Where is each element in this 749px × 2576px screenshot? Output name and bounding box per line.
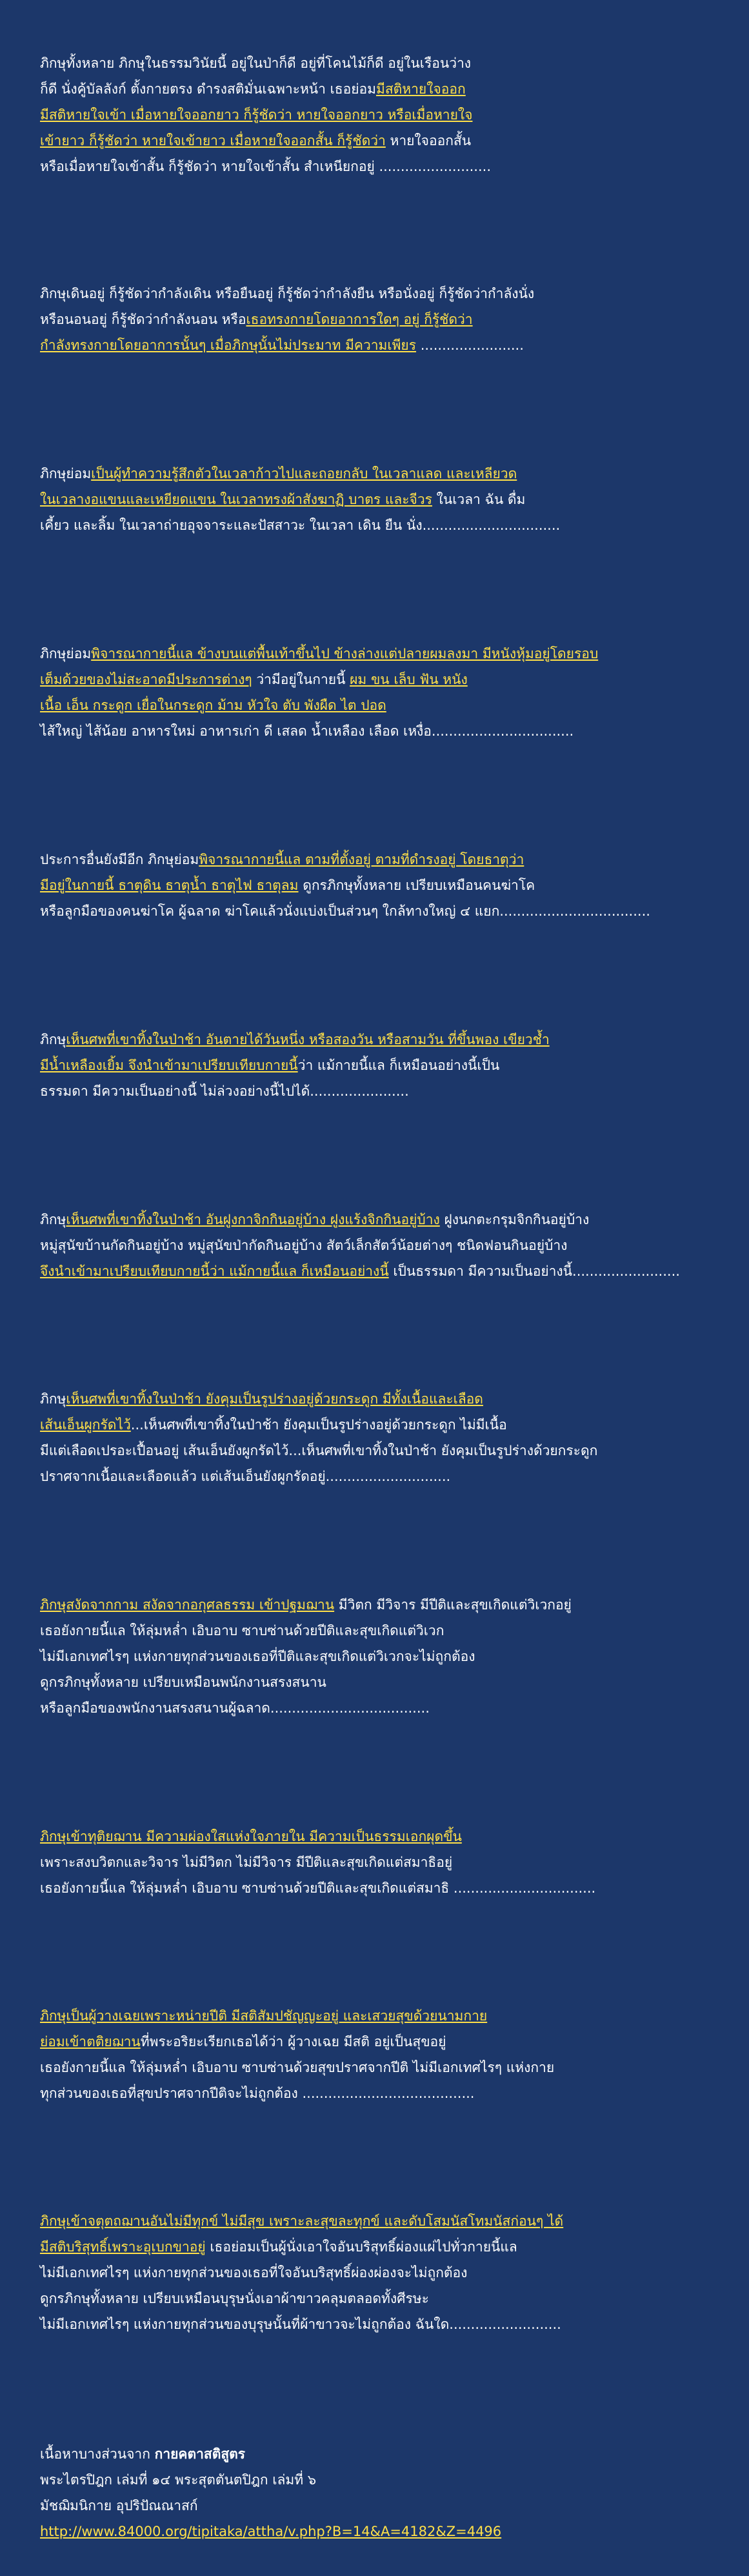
paragraph-line <box>40 2208 749 2234</box>
body-text: ดูกรภิกษุทั้งหลาย เปรียบเหมือนคนฆ่าโค <box>298 878 535 893</box>
body-text: ภิกษุเดินอยู่ ก็รู้ชัดว่ากำลังเดิน หรือยืนอยู่ ก็รู้ชัดว่ากำลังยืน หรือนั่งอยู่ ก็รู้ชัดว่ากำลังนั่ง <box>40 286 535 301</box>
paragraph-line <box>40 1618 749 1644</box>
highlighted-text: มีสติบริสุทธิ์เพราะอุเบกขาอยู่ <box>40 2239 206 2255</box>
body-text: หรือเมื่อหายใจเข้าสั้น ก็รู้ชัดว่า หายใจเข้าสั้น สำเหนียกอยู่ .......................... <box>40 159 492 174</box>
paragraph-line <box>40 1644 749 1669</box>
body-text: ดูกรภิกษุทั้งหลาย เปรียบเหมือนบุรุษนั่งเอาผ้าขาวคลุมตลอดทั้งศีรษะ <box>40 2291 429 2306</box>
paragraph-line <box>40 2311 749 2337</box>
source-line-2: พระไตรปิฎก เล่มที่ ๑๔ พระสุตตันตปิฎก เล่มที่ ๖ <box>40 2472 317 2488</box>
paragraph-line <box>40 307 749 332</box>
paragraph-line <box>40 128 749 154</box>
highlighted-text: เห็นศพที่เขาทิ้งในป่าช้า ยังคุมเป็นรูปร่างอยู่ด้วยกระดูก มีทั้งเนื้อและเลือด <box>66 1391 483 1407</box>
paragraph-line <box>40 2286 749 2311</box>
body-text: ภิกษุทั้งหลาย ภิกษุในธรรมวินัยนี้ อยู่ในป่าก็ดี อยู่ที่โคนไม้ก็ดี อยู่ในเรือนว่าง <box>40 55 472 71</box>
paragraph-line <box>40 281 749 307</box>
paragraph-line <box>40 692 749 718</box>
highlighted-text: จึงนำเข้ามาเปรียบเทียบกายนี้ว่า แม้กายนี้แล ก็เหมือนอย่างนี้ <box>40 1263 389 1279</box>
paragraph-line <box>40 1849 749 1875</box>
source-prefix: เนื้อหาบางส่วนจาก <box>40 2446 155 2462</box>
body-text: ว่ามีอยู่ในกายนี้ <box>252 672 350 687</box>
paragraph-line <box>40 847 749 872</box>
paragraph-line <box>40 461 749 487</box>
paragraph-line <box>40 2080 749 2106</box>
body-text: ฝูงนกตะกรุมจิกกินอยู่บ้าง <box>439 1212 590 1227</box>
source-line-1 <box>40 2441 749 2467</box>
body-text: เธอยังกายนี้แล ให้ลุ่มหล่ำ เอิบอาบ ซาบซ่านด้วยสุขปราศจากปีติ ไม่มีเอกเทศไรๆ แห่งกาย <box>40 2060 555 2075</box>
highlighted-text: ภิกษุเป็นผู้วางเฉยเพราะหน่ายปีติ มีสติสัมปชัญญะอยู่ และเสวยสุขด้วยนามกาย <box>40 2008 488 2024</box>
paragraph <box>40 2003 749 2106</box>
paragraph-line <box>40 332 749 358</box>
body-text: เธอยังกายนี้แล ให้ลุ่มหล่ำ เอิบอาบ ซาบซ่านด้วยปีติและสุขเกิดแต่วิเวก <box>40 1623 444 1638</box>
paragraph-line <box>40 1438 749 1464</box>
body-text: ดูกรภิกษุทั้งหลาย เปรียบเหมือนพนักงานสรงสนาน <box>40 1675 326 1690</box>
highlighted-text: เห็นศพที่เขาทิ้งในป่าช้า อันฝูงกาจิกกินอยู่บ้าง ฝูงแร้งจิกกินอยู่บ้าง <box>66 1212 440 1227</box>
paragraph <box>40 1592 749 1721</box>
highlighted-text: มีสติหายใจออก <box>376 81 466 97</box>
body-text: ในเวลา ฉัน ดื่ม <box>432 492 526 507</box>
highlighted-text: ภิกษุเข้าจตุตถฌานอันไม่มีทุกข์ ไม่มีสุข เพราะละสุขละทุกข์ และดับโสมนัสโทมนัสก่อนๆ ได้ <box>40 2213 564 2229</box>
paragraph-line <box>40 50 749 76</box>
paragraph-line <box>40 154 749 179</box>
highlighted-text: เธอทรงกายโดยอาการใดๆ อยู่ ก็รู้ชัดว่า <box>246 312 473 327</box>
body-text: ปราศจากเนื้อและเลือดแล้ว แต่เส้นเอ็นยังผูกรัดอยู่............................. <box>40 1469 451 1484</box>
highlighted-text: เห็นศพที่เขาทิ้งในป่าช้า อันตายได้วันหนึ่ง หรือสองวัน หรือสามวัน ที่ขึ้นพอง เขียวช้ำ <box>66 1032 550 1047</box>
highlighted-text: มีอยู่ในกายนี้ ธาตุดิน ธาตุน้ำ ธาตุไฟ ธาตุลม <box>40 878 299 893</box>
paragraph <box>40 1824 749 1901</box>
body-text: หมู่สุนัขบ้านกัดกินอยู่บ้าง หมู่สุนัขป่ากัดกินอยู่บ้าง สัตว์เล็กสัตว์น้อยต่างๆ ชนิดฟอนกินอยู่บ้าง <box>40 1238 568 1253</box>
paragraph-line <box>40 1386 749 1412</box>
paragraph-line <box>40 2234 749 2260</box>
highlighted-text: พิจารณากายนี้แล ตามที่ตั้งอยู่ ตามที่ดำรงอยู่ โดยธาตุว่า <box>199 852 524 867</box>
body-text: ทุกส่วนของเธอที่สุขปราศจากปีติจะไม่ถูกต้อง ........................................ <box>40 2086 475 2101</box>
paragraph-line <box>40 641 749 667</box>
paragraph-line <box>40 1233 749 1258</box>
body-text: ธรรมดา มีความเป็นอย่างนี้ ไม่ล่วงอย่างนี้ไปได้....................... <box>40 1083 409 1099</box>
paragraph-line <box>40 1464 749 1489</box>
paragraph-line <box>40 2055 749 2080</box>
paragraph-line <box>40 1824 749 1849</box>
paragraph <box>40 281 749 358</box>
paragraph <box>40 461 749 538</box>
body-text: เพราะสงบวิตกและวิจาร ไม่มีวิตก ไม่มีวิจาร มีปีติและสุขเกิดแต่สมาธิอยู่ <box>40 1855 453 1870</box>
highlighted-text: เนื้อ เอ็น กระดูก เยื่อในกระดูก ม้าม หัวใจ ตับ พังผืด ไต ปอด <box>40 698 386 713</box>
paragraph-line <box>40 667 749 692</box>
body-text: ไม่มีเอกเทศไรๆ แห่งกายทุกส่วนของเธอที่ปีติและสุขเกิดแต่วิเวกจะไม่ถูกต้อง <box>40 1649 475 1664</box>
paragraph-line <box>40 102 749 128</box>
highlighted-text: เต็มด้วยของไม่สะอาดมีประการต่างๆ <box>40 672 252 687</box>
paragraph-line <box>40 1258 749 1284</box>
paragraph-line <box>40 1027 749 1052</box>
paragraph <box>40 50 749 179</box>
paragraph-line <box>40 1207 749 1233</box>
highlighted-text: ในเวลางอแขนและเหยียดแขน ในเวลาทรงผ้าสังฆาฏิ บาตร และจีวร <box>40 492 432 507</box>
body-text: เธอยังกายนี้แล ให้ลุ่มหล่ำ เอิบอาบ ซาบซ่านด้วยปีติและสุขเกิดแต่สมาธิ ................................. <box>40 1880 596 1896</box>
body-text: หายใจออกสั้น <box>385 133 472 148</box>
body-text: หรือลูกมือของพนักงานสรงสนานผู้ฉลาด..................................... <box>40 1700 430 1716</box>
source-line-3: มัชฌิมนิกาย อุปริปัณณาสก์ <box>40 2498 198 2513</box>
body-text: ...เห็นศพที่เขาทิ้งในป่าช้า ยังคุมเป็นรูปร่างอยู่ด้วยกระดูก ไม่มีเนื้อ <box>130 1417 507 1433</box>
source-block <box>40 2441 749 2544</box>
highlighted-text: ภิกษุเข้าทุติยฌาน มีความผ่องใสแห่งใจภายใน มีความเป็นธรรมเอกผุดขึ้น <box>40 1829 462 1844</box>
body-text: ประการอื่นยังมีอีก ภิกษุย่อม <box>40 852 199 867</box>
paragraph-line <box>40 718 749 744</box>
paragraph <box>40 1027 749 1104</box>
paragraph <box>40 1386 749 1489</box>
paragraph-line <box>40 1695 749 1721</box>
highlighted-text: กำลังทรงกายโดยอาการนั้นๆ เมื่อภิกษุนั้นไม่ประมาท มีความเพียร <box>40 337 417 353</box>
paragraph-line <box>40 1592 749 1618</box>
source-url-link[interactable]: http://www.84000.org/tipitaka/attha/v.php?B=14&A=4182&Z=4496 <box>40 2524 502 2539</box>
highlighted-text: มีสติหายใจเข้า เมื่อหายใจออกยาว ก็รู้ชัดว่า หายใจออกยาว หรือเมื่อหายใจ <box>40 107 473 123</box>
body-text: ว่า แม้กายนี้แล ก็เหมือนอย่างนี้เป็น <box>297 1058 500 1073</box>
paragraph-line <box>40 76 749 102</box>
body-text: เคี้ยว และลิ้ม ในเวลาถ่ายอุจจาระและปัสสาวะ ในเวลา เดิน ยืน นั่ง................................ <box>40 518 561 533</box>
paragraph <box>40 2208 749 2337</box>
body-text: เป็นธรรมดา มีความเป็นอย่างนี้......................... <box>388 1263 680 1279</box>
paragraph <box>40 847 749 924</box>
highlighted-text: เข้ายาว ก็รู้ชัดว่า หายใจเข้ายาว เมื่อหายใจออกสั้น ก็รู้ชัดว่า <box>40 133 386 148</box>
paragraph-line <box>40 487 749 512</box>
paragraph <box>40 641 749 744</box>
highlighted-text: เป็นผู้ทำความรู้สึกตัวในเวลาก้าวไปและถอยกลับ ในเวลาแลด และเหลียวด <box>91 466 517 481</box>
source-title: กายคตาสติสูตร <box>154 2446 246 2462</box>
body-text: มีแต่เลือดเปรอะเปื้อนอยู่ เส้นเอ็นยังผูกรัดไว้...เห็นศพที่เขาทิ้งในป่าช้า ยังคุมเป็นรูปร่างด้วยกระดูก <box>40 1443 598 1458</box>
paragraph-line <box>40 1875 749 1901</box>
body-text: ภิกษุย่อม <box>40 646 92 661</box>
body-text: ภิกษุ <box>40 1032 66 1047</box>
body-text: หรือนอนอยู่ ก็รู้ชัดว่ากำลังนอน หรือ <box>40 312 246 327</box>
highlighted-text: ผม ขน เล็บ ฟัน หนัง <box>350 672 468 687</box>
body-text: หรือลูกมือของคนฆ่าโค ผู้ฉลาด ฆ่าโคแล้วนั่งแบ่งเป็นส่วนๆ ใกล้ทางใหญ่ ๔ แยก................................... <box>40 903 650 919</box>
body-text: ภิกษุ <box>40 1391 66 1407</box>
body-text: ไส้ใหญ่ ไส้น้อย อาหารใหม่ อาหารเก่า ดี เสลด น้ำเหลือง เลือด เหงื่อ................................. <box>40 723 574 739</box>
highlighted-text: เส้นเอ็นผูกรัดไว้ <box>40 1417 131 1433</box>
body-text: ไม่มีเอกเทศไรๆ แห่งกายทุกส่วนของเธอที่ใจอันบริสุทธิ์ผ่องผ่องจะไม่ถูกต้อง <box>40 2265 468 2280</box>
body-text: ภิกษุ <box>40 1212 66 1227</box>
paragraph-line <box>40 2029 749 2055</box>
highlighted-text: ภิกษุสงัดจากกาม สงัดจากอกุศลธรรม เข้าปฐมฌาน <box>40 1597 335 1613</box>
body-text: ก็ดี นั่งคู้บัลลังก์ ตั้งกายตรง ดำรงสติมั่นเฉพาะหน้า เธอย่อม <box>40 81 376 97</box>
paragraph-line <box>40 2003 749 2029</box>
highlighted-text: มีน้ำเหลืองเยิ้ม จึงนำเข้ามาเปรียบเทียบกายนี้ <box>40 1058 298 1073</box>
body-text: ภิกษุย่อม <box>40 466 92 481</box>
paragraph-line <box>40 512 749 538</box>
paragraph-line <box>40 898 749 924</box>
paragraph <box>40 1207 749 1284</box>
body-text: ที่พระอริยะเรียกเธอได้ว่า ผู้วางเฉย มีสติ อยู่เป็นสุขอยู่ <box>140 2034 446 2049</box>
paragraph-line <box>40 872 749 898</box>
body-text: ........................ <box>416 337 524 353</box>
paragraph-line <box>40 1052 749 1078</box>
paragraph-line <box>40 2260 749 2286</box>
highlighted-text: พิจารณากายนี้แล ข้างบนแต่พื้นเท้าขึ้นไป ข้างล่างแต่ปลายผมลงมา มีหนังหุ้มอยู่โดยรอบ <box>91 646 599 661</box>
paragraph-line <box>40 1412 749 1438</box>
body-text: มีวิตก มีวิจาร มีปีติและสุขเกิดแต่วิเวกอยู่ <box>334 1597 572 1613</box>
body-text: ไม่มีเอกเทศไรๆ แห่งกายทุกส่วนของบุรุษนั้นที่ผ้าขาวจะไม่ถูกต้อง ฉันใด.......................... <box>40 2317 561 2332</box>
highlighted-text: ย่อมเข้าตติยฌาน <box>40 2034 141 2049</box>
paragraph-line <box>40 1078 749 1104</box>
body-text: เธอย่อมเป็นผู้นั่งเอาใจอันบริสุทธิ์ผ่องแผ่ไปทั่วกายนี้แล <box>205 2239 517 2255</box>
paragraph-line <box>40 1669 749 1695</box>
